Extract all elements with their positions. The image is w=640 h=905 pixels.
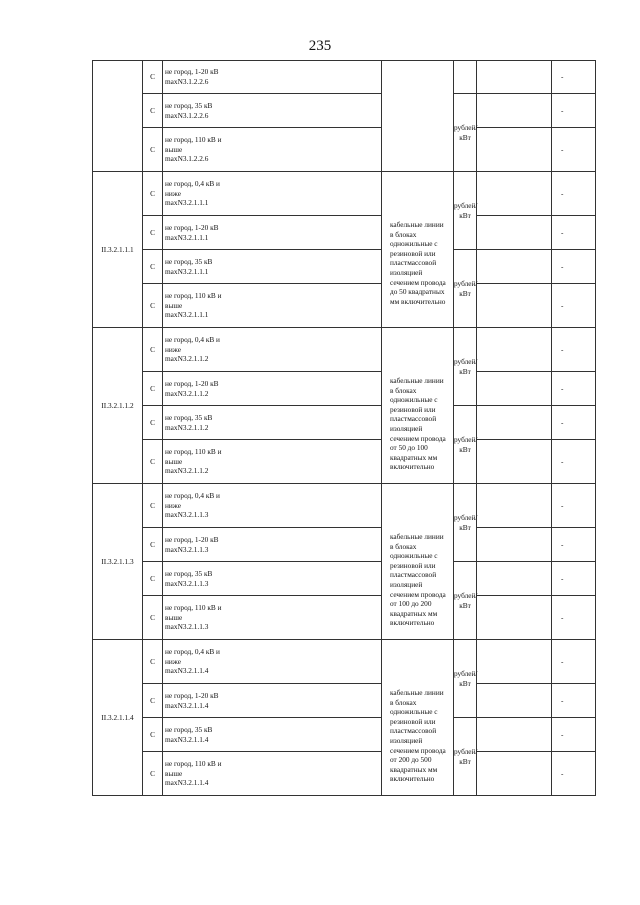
- value-cell-blank: [477, 528, 552, 562]
- voltage-description: [163, 172, 382, 216]
- voltage-description-line: ниже: [165, 344, 181, 354]
- voltage-description-line: не город, 0,4 кВ и: [165, 647, 220, 657]
- voltage-description: [163, 596, 382, 640]
- line-type-description: кабельные линии в блоках одножильные с резиновой или пластмассовой изоляцией сечением провода до 50 квадратных мм включительно: [382, 172, 454, 328]
- category-symbol: С: [143, 684, 163, 718]
- group-code: II.3.2.1.1.2: [93, 328, 143, 484]
- table-row: [93, 684, 596, 718]
- table-row: [93, 406, 596, 440]
- value-cell-blank: [477, 328, 552, 372]
- voltage-description: [163, 94, 382, 128]
- category-symbol: С: [143, 440, 163, 484]
- voltage-description: [163, 372, 382, 406]
- unit-cell: рублей/кВт: [454, 406, 477, 484]
- line-type-description: кабельные линии в блоках одножильные с резиновой или пластмассовой изоляцией сечением провода от 100 до 200 квадратных мм включительно: [382, 484, 454, 640]
- voltage-description: [163, 684, 382, 718]
- voltage-description-line: не город, 35 кВ: [165, 724, 213, 734]
- voltage-description-line: выше: [165, 768, 183, 778]
- voltage-description-line: maxN3.2.1.1.4: [165, 700, 209, 710]
- voltage-description-line: не город, 110 кВ и: [165, 603, 222, 613]
- category-symbol: С: [143, 752, 163, 796]
- value-cell-blank: [477, 562, 552, 596]
- value-cell: -: [552, 562, 596, 596]
- unit-cell: рублей/кВт: [454, 94, 477, 172]
- value-cell-blank: [477, 596, 552, 640]
- value-cell-blank: [477, 172, 552, 216]
- category-symbol: С: [143, 94, 163, 128]
- table-row: [93, 596, 596, 640]
- voltage-description-line: не город, 110 кВ и: [165, 447, 222, 457]
- voltage-description: [163, 640, 382, 684]
- value-cell: -: [552, 484, 596, 528]
- value-cell: -: [552, 284, 596, 328]
- voltage-description-line: не город, 1-20 кВ: [165, 222, 219, 232]
- voltage-description-line: maxN3.1.2.2.6: [165, 154, 209, 164]
- value-cell-blank: [477, 216, 552, 250]
- voltage-description-line: не город, 35 кВ: [165, 412, 213, 422]
- unit-cell: рублей/кВт: [454, 718, 477, 796]
- table-row: [93, 216, 596, 250]
- value-cell-blank: [477, 752, 552, 796]
- row-code-blank: [93, 61, 143, 172]
- value-cell: -: [552, 216, 596, 250]
- table-row: [93, 718, 596, 752]
- voltage-description-line: ниже: [165, 188, 181, 198]
- category-symbol: С: [143, 284, 163, 328]
- voltage-description-line: выше: [165, 300, 183, 310]
- table-row: [93, 250, 596, 284]
- table-row: [93, 640, 596, 684]
- category-symbol: С: [143, 596, 163, 640]
- voltage-description: [163, 528, 382, 562]
- voltage-description-line: не город, 110 кВ и: [165, 135, 222, 145]
- category-symbol: С: [143, 372, 163, 406]
- voltage-description-line: maxN3.2.1.1.3: [165, 544, 209, 554]
- table-row: [93, 94, 596, 128]
- voltage-description-line: maxN3.2.1.1.3: [165, 622, 209, 632]
- voltage-description: [163, 484, 382, 528]
- table-row: [93, 484, 596, 528]
- value-cell: -: [552, 250, 596, 284]
- line-type-description: кабельные линии в блоках одножильные с резиновой или пластмассовой изоляцией сечением провода от 50 до 100 квадратных мм включительно: [382, 328, 454, 484]
- tariff-table-body: [93, 61, 596, 796]
- value-cell-blank: [477, 640, 552, 684]
- value-cell-blank: [477, 61, 552, 94]
- table-row: [93, 528, 596, 562]
- tariff-table: [92, 60, 596, 796]
- voltage-description-line: maxN3.2.1.1.1: [165, 266, 209, 276]
- group-code: II.3.2.1.1.3: [93, 484, 143, 640]
- voltage-description: [163, 128, 382, 172]
- value-cell: -: [552, 596, 596, 640]
- voltage-description-line: не город, 0,4 кВ и: [165, 491, 220, 501]
- value-cell: -: [552, 440, 596, 484]
- voltage-description-line: maxN3.1.2.2.6: [165, 110, 209, 120]
- voltage-description: [163, 752, 382, 796]
- table-row: [93, 752, 596, 796]
- unit-cell: рублей/кВт: [454, 640, 477, 718]
- value-cell-blank: [477, 250, 552, 284]
- voltage-description: [163, 328, 382, 372]
- category-symbol: С: [143, 128, 163, 172]
- value-cell-blank: [477, 406, 552, 440]
- voltage-description-line: maxN3.2.1.1.1: [165, 232, 209, 242]
- value-cell: -: [552, 640, 596, 684]
- voltage-description-line: maxN3.2.1.1.2: [165, 388, 209, 398]
- value-cell: -: [552, 528, 596, 562]
- voltage-description: [163, 250, 382, 284]
- category-symbol: С: [143, 61, 163, 94]
- value-cell: -: [552, 328, 596, 372]
- unit-cell: рублей/кВт: [454, 562, 477, 640]
- voltage-description-line: maxN3.2.1.1.4: [165, 778, 209, 788]
- voltage-description-line: не город, 110 кВ и: [165, 291, 222, 301]
- category-symbol: С: [143, 216, 163, 250]
- category-symbol: С: [143, 562, 163, 596]
- table-row: [93, 128, 596, 172]
- value-cell-blank: [477, 128, 552, 172]
- voltage-description-line: maxN3.2.1.1.2: [165, 466, 209, 476]
- value-cell: -: [552, 718, 596, 752]
- category-symbol: С: [143, 250, 163, 284]
- table-row: [93, 440, 596, 484]
- group-code: II.3.2.1.1.1: [93, 172, 143, 328]
- voltage-description-line: maxN3.2.1.1.2: [165, 422, 209, 432]
- value-cell: -: [552, 372, 596, 406]
- value-cell-blank: [477, 372, 552, 406]
- voltage-description-line: выше: [165, 612, 183, 622]
- value-cell-blank: [477, 718, 552, 752]
- category-symbol: С: [143, 528, 163, 562]
- value-cell: -: [552, 172, 596, 216]
- table-row: [93, 172, 596, 216]
- value-cell-blank: [477, 484, 552, 528]
- voltage-description-line: ниже: [165, 656, 181, 666]
- line-type-description: кабельные линии в блоках одножильные с резиновой или пластмассовой изоляцией сечением провода от 200 до 500 квадратных мм включительно: [382, 640, 454, 796]
- unit-cell-blank: [454, 61, 477, 94]
- category-symbol: С: [143, 640, 163, 684]
- voltage-description: [163, 61, 382, 94]
- voltage-description-line: не город, 0,4 кВ и: [165, 179, 220, 189]
- voltage-description-line: maxN3.2.1.1.2: [165, 354, 209, 364]
- value-cell: -: [552, 406, 596, 440]
- value-cell: -: [552, 128, 596, 172]
- value-cell: -: [552, 752, 596, 796]
- voltage-description-line: maxN3.2.1.1.3: [165, 578, 209, 588]
- table-row: [93, 284, 596, 328]
- voltage-description-line: не город, 35 кВ: [165, 100, 213, 110]
- group-code: II.3.2.1.1.4: [93, 640, 143, 796]
- value-cell: -: [552, 684, 596, 718]
- row-name-blank: [382, 61, 454, 172]
- category-symbol: С: [143, 718, 163, 752]
- value-cell-blank: [477, 284, 552, 328]
- voltage-description-line: не город, 1-20 кВ: [165, 67, 219, 77]
- voltage-description: [163, 406, 382, 440]
- table-row: [93, 328, 596, 372]
- value-cell-blank: [477, 440, 552, 484]
- voltage-description-line: maxN3.1.2.2.6: [165, 77, 209, 86]
- value-cell-blank: [477, 94, 552, 128]
- voltage-description-line: выше: [165, 144, 183, 154]
- voltage-description: [163, 216, 382, 250]
- category-symbol: С: [143, 328, 163, 372]
- voltage-description-line: не город, 1-20 кВ: [165, 534, 219, 544]
- voltage-description-line: maxN3.2.1.1.3: [165, 510, 209, 520]
- voltage-description-line: maxN3.2.1.1.4: [165, 666, 209, 676]
- voltage-description-line: не город, 35 кВ: [165, 256, 213, 266]
- voltage-description: [163, 718, 382, 752]
- table-row: [93, 562, 596, 596]
- value-cell: -: [552, 94, 596, 128]
- voltage-description-line: не город, 35 кВ: [165, 568, 213, 578]
- voltage-description: [163, 284, 382, 328]
- voltage-description-line: maxN3.2.1.1.4: [165, 734, 209, 744]
- category-symbol: С: [143, 484, 163, 528]
- voltage-description-line: maxN3.2.1.1.1: [165, 198, 209, 208]
- table-row: [93, 61, 596, 94]
- category-symbol: С: [143, 172, 163, 216]
- value-cell-blank: [477, 684, 552, 718]
- voltage-description-line: выше: [165, 456, 183, 466]
- voltage-description-line: не город, 0,4 кВ и: [165, 335, 220, 345]
- voltage-description: [163, 562, 382, 596]
- value-cell: -: [552, 61, 596, 94]
- table-row: [93, 372, 596, 406]
- voltage-description-line: maxN3.2.1.1.1: [165, 310, 209, 320]
- voltage-description: [163, 440, 382, 484]
- unit-cell: рублей/кВт: [454, 250, 477, 328]
- category-symbol: С: [143, 406, 163, 440]
- unit-cell: рублей/кВт: [454, 172, 477, 250]
- voltage-description-line: ниже: [165, 500, 181, 510]
- page-number: 235: [308, 38, 332, 54]
- unit-cell: рублей/кВт: [454, 328, 477, 406]
- voltage-description-line: не город, 1-20 кВ: [165, 690, 219, 700]
- voltage-description-line: не город, 110 кВ и: [165, 759, 222, 769]
- voltage-description-line: не город, 1-20 кВ: [165, 378, 219, 388]
- unit-cell: рублей/кВт: [454, 484, 477, 562]
